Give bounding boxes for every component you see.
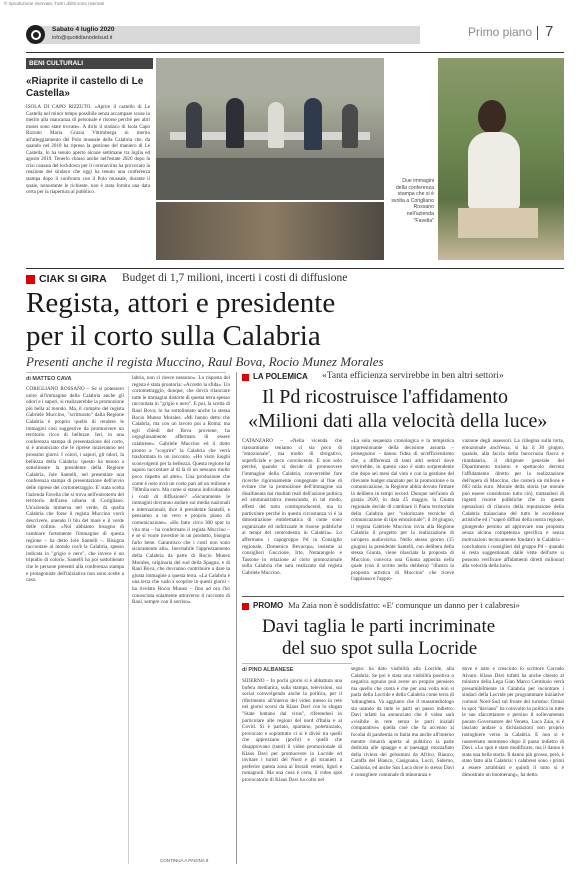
promo-headline-1: Davi taglia le parti incriminate [262, 616, 496, 637]
main-subheadline: Presenti anche il regista Muccino, Raul Bova, Rocio Munez Morales [26, 354, 384, 369]
copyright-note: © riproduzione riservata. Tutti i diritti sono riservati [4, 1, 104, 6]
section-name: Primo piano [468, 25, 533, 39]
main-byline: di MATTEO CAVA [26, 376, 72, 382]
polemica-headline-2: «Milioni dati alla velocità della luce» [248, 410, 548, 432]
promo-headline-2: del suo spot sulla Locride [282, 638, 478, 659]
main-kicker-tag: CIAK SI GIRA [39, 273, 107, 285]
red-square-icon [242, 603, 249, 610]
bookshelf-photo [156, 202, 384, 260]
press-conference-photo [156, 58, 384, 200]
culture-tag: BENI CULTURALI [26, 58, 153, 69]
newspaper-email: info@quotidianodelsud.it [52, 35, 113, 41]
polemica-kicker [242, 372, 564, 386]
main-kicker-text: Budget di 1,7 milioni, incerti i costi di diffusione [122, 272, 348, 284]
main-column-1: CORIGLIANO ROSSANO – Se si potessero unire all'immagine della Calabria anche gli odori e i sapori, si realizzerebbe la promozione più bella al mondo. Ma, il compito del regista Gabriele Muccino, "scritturato" dalla Regione Calabria è proprio quello di rendere le immagini così suggestive da promuovere un territorio ricco di bellezze. Ieri, in una conferenza stampa di presentazione del corto, si è annunciato che le riprese inizieranno nei prossimi giorni. I colori, i sapori, gli odori, la bellezza della Calabria: questo ha tenuto a sottolineare la presidente della Regione Calabria, Jole Santelli, nel presentare una conferenza stampa di presentazione dell'avvio delle riprese del cortometraggio. E' stata scelta l'azienda Favella che si trova nell'entroterra del territorio dell'area urbana di Corigliano. Un'azienda immersa nel verde, di quella Calabria che forse il regista Muccino vorrà descrivere, unendo il blu del mare e il verde delle colline. «Noi abbiamo bisogno di cambiare fortemente l'immagine di questa regione – ha detto Jole Santelli –. Bisogna raccontare al mondo cos'è la Calabria, spesso indicata in "grigio e nero", che invece è un tripudio di colori». Santelli ha poi sottolineato che le persone presenti alla conferenza stampa e protagoniste dell'iniziativa non sono scelte a caso. [26, 386, 124, 584]
polemica-column-3: vazione degli assessori. La ciliegina sulla torta, emozionale anch'essa, si ha il 30 giugno, quando, alla faccia della burocrazia flacca e ritardataria, il dirigente generale del Dipartimento turismo e spettacolo decreta l'affidamento diretto per la realizzazione dell'opera di Muccino, che costerà un milione e 683 mila euro. Morale della storia (se morale può essere considerato tutto ciò), trattandosi di ingenti risorse pubbliche che in queste operazioni di rilancio della reputazione della Calabria tralasciano del tutto le eccellenze artistiche ed i "saperi diffusi della nostra regione, giungendo persino ad approvare una proposta senza alcuna competenza specifica e senza motivazioni tecnicamente fondate) in Calabria – concludono i consiglieri del gruppo Pd – quando si resta suggestionati dalle vette dell'arte si possono verificare affidamenti diretti milionari alla velocità della luce». [462, 438, 564, 570]
culture-headline: «Riaprite il castello di Le Castella» [26, 76, 144, 99]
page-number: 7 [545, 23, 554, 40]
polemica-kicker-text: «Tanta efficienza servirebbe in ben altri settori» [322, 371, 504, 381]
red-square-icon [26, 275, 35, 284]
main-headline-1: Regista, attori e presidente [26, 287, 336, 319]
page-divider [537, 26, 538, 40]
promo-tag: PROMO [253, 601, 284, 610]
main-column-2: labria, non ci riesce nessuno». La risposta del regista è stata prontoria: «Accetto la sfida». Un cortometraggio, dunque, che dovrà rilanciare tutte le immagini distorte di questa terra spesso raccontata in "grigio e nero". E poi, la scelta di Raul Bova; lo ha sottolineato anche la stessa Rocio Munez Morales. «Mi hanno detto che Calabria, ma con un lavoro poi a Roma; ma egli chiedi del Bova proviene, ha orgogliosamente affermato di essere calabrese». Gabriele Muccino ed il dotto pronto a "scoprire" la Calabria che verrà trasformata in un racconto. «Ho visto luoghi sconvolgenti per la bellezza. Questa regione ha saputo raccontare al di là di un nessuno molto poco rispetto ad altre». Una produzione che come è noto avrà un costo pari ad un milione e 700mila euro. Ma come si stanno individuando i costi di diffusione? «Sicuramente le immagini dovranno andare sui media nazionali e internazionali, dice il presidente Santelli, e pensiamo a un vero e proprio piano di comunicazione». «Ho fatto circa 300 spot in vita mia – ha confermato il regista Muccino – e se si vuole investire in un prodotto, bisogna farlo bene. Garantisco che i costi non sono sicuramente alti». Inevitabile l'apprezzamento della Calabria da parte di Rocio Munez Morales, originaria del sud della Spagna, e di Raul Bova, che dovranno contribuire a dare la giusta immagine a questa terra. «La Calabria è una terra che vado a scoprire in questi giorni – ha rivelato Rocio Munez – fino ad ora l'ho conosciuta solamente attraverso il racconto di Raul, sempre con il sorriso». [132, 375, 230, 606]
q-logo-icon [26, 25, 45, 44]
culture-body: ISOLA DI CAPO RIZZUTO. «Aprire il castello di Le Castella nel minor tempo possibile senza accampare scuse in merito alla mancanza di personale e risorse perché per altri musei sono state trovate». A dirlo il sindaco di Isola Capo Rizzuto Maria Grazia Vittimberga in merito all'atteggiamento del Polo museale della Calabria che, da quando nel 2018 ha ripreso la gestione del maniero di Le Castella, lo ha tenuto aperto alcune settimane tra luglio ed agosto 2019. Tenerlo chiuso anche nell'estate 2020 dopo la crisi causata del lockdown per il coronavirus ha provocato la reazione del sindaco che oggi ha tenuto una conferenza stampa dopo il confronto con il Polo museale, durante il quale, nonostante le richieste, non è stata fornita una data certa per la riapertura al pubblico. [26, 104, 150, 196]
promo-kicker-text: Ma Zaia non è soddisfatto: «E' comunque un danno per i calabresi» [288, 600, 520, 610]
promo-column-3: dove è nato e cresciuto lo scrittore Corrado Alvaro. Klaus Davi infatti ha anche chiesto al ministro della Lega Gian Marco Centinaio verrà presumibilmente in Calabria per incontrare i sindaci della Locride per programmare iniziative comuni Nord-Sud sul fronte del turismo. Ormai lo spot "daviano" ha coinvolto la politica in tutte le sue sfaccettature e persino il sollevamento pacato Governatore del Veneto, Luca Zaia, si è lasciato andare a dichiarazioni non proprio lusinghiere verso la Calabria. E non si è rasserenato nemmeno dopo il passo indietro di Davi. «Lo spot è stato modificato, ma il danno è stata una bella storta. Il danno più grosso, però, è stato fatto alla Calabria: i calabresi sono i primi a essere arrabbiati e quindi il tutto si è dimostrato un boomerang», ha detto. [462, 666, 564, 778]
photo-caption: Due immagini della conferenza stampa che si è svolta a Corigliano Rossano nell'azienda "Favella" [391, 178, 434, 224]
main-kicker [26, 273, 564, 287]
polemica-tag: LA POLEMICA [253, 372, 308, 381]
polemica-headline-1: Il Pd ricostruisce l'affidamento [262, 386, 508, 408]
promo-byline: di PINO ALBANESE [242, 667, 294, 673]
continue-note: CONTINUA A PAGINA 8 [160, 858, 209, 863]
polemica-column-2: «La sola sequenza cronologica e la tempistica impressionante della decisione assunta – proseguono – danno l'idea di un'efficientismo che, a differenza di tanti altri settori dove servirebbe, in questo caso è stato sorprendente che dopo sei mesi dal voto e con la gestione del rilevante budget stanziato per la promozione e la comunicazione, la Regione abbia dovuto firmare la delibera in tempi record. Dunque nell'anno di grazia 2020, in data 25 maggio, la Giunta regionale decide di cambiare il Piano territoriale della Calabria per "valorizzare tecniche di comunicazione di tipo emozionale"; il 18 giugno, il regista Gabriele Muccino invia alla Regione Calabria il progetto per la realizzazione di un'opera audiovisiva. Nello stesso giorno (15 giugno) la presidente Santelli, con delibera della stessa Giunta, viene rilasciata la proposta di Muccino, convoca una Giunta apposita nella quale (con il scritto nella delibera) "illustra la proposta artistica di Muccino" che riceve l'applauso e l'appro- [351, 438, 454, 583]
main-headline-2: per il corto sulla Calabria [26, 320, 321, 352]
promo-kicker [242, 601, 564, 615]
promo-column-2: segno: ha dato visibilità alla Locride, alla Calabria. Se poi è stata una visibilità positiva o negativa ognuno può avere un proprio pensiero ma quello che conta è che per una volta non si parla della Locride e della Calabria come terra di 'ndrangheta. Va aggiunto che il massmediologo sta usando da tutte le parti un passo indietro. Davi infatti ha annunciato che il video sarà «visibile in rete senza le parti iniziali comparative» quella cioè che fa accenno ai focolai di pandemia in Italia ma anche all'interno mentre rimarrà aperta al pubblico la parte dedicata alle spiagge e ai paesaggi mozzafiato della riviera dei gelsomini da Africo, Bianco, Caraffa del Bianco, Casignana, Locri, Siderno, Caulonia, ed anche San Luca dove lo stesso Davi è consigliere comunale di minoranza e [351, 666, 454, 778]
polemica-column-1: CATANZARO – «Nella vicenda che riassumiamo teniamo ci sia poco di "emozionale", ma molto di sbrigativo, superficiale e poco convincente. E non solo perché, quando si decide di promuovere l'immagine della Calabria, converrebbe fare ricerche rigorosamente congegnate al fine di evitare che la promozione dell'immagine sia disallineata dai risultati reali dell'azione politica ed amministrativa innescando, in tal modo, effetti del tutto controproducenti, ma in particolare perché in questa circostanza vi è la dimostrazione emblematica di come sono organizzate ed indirizzate le risorse pubbliche ai tempi del centrodestra in Calabria». Lo affermano i capogruppo Pd in Consiglio regionale, Domenico Bevacqua, insieme ai consiglieri Guccione, Irto, Notarangelo e Tassone in relazione al corto promozionale sulla Calabria che sarà realizzato dal regista Gabriele Muccino. [242, 438, 342, 576]
issue-date: Sabato 4 luglio 2020 [52, 26, 115, 33]
red-square-icon [242, 374, 249, 381]
director-photo [438, 58, 564, 260]
masthead [0, 22, 580, 48]
promo-column-1: SIDERNO – In pochi giorni si è abbattuta una bufera mediatica, sulla stampa, televisioni, sui social coinvolgendo anche la politica, per il riferimento all'interno del video messo in rete nei giorni scorsi da Klaus Davi con lo slogan "State lontano dal virus", riferendosi in particolare alle regioni del nord d'Italia e al Covid. Si è parlato, spartano, polemizzato, provocato e soprattutto ci si è divisi tra quelli che apprezzano (pochi) e quelli che disapprovano (tanti) il video promozionale di Klaus Davi per promuovere la Locride ed invitare i turisti del Nord e gli stranieri a preferire questa zona ai litorali veneti, liguri e romagnoli. Ma una cosa è certa, il video spot provocatorio di Klaus Davi ha colto nel [242, 678, 342, 783]
